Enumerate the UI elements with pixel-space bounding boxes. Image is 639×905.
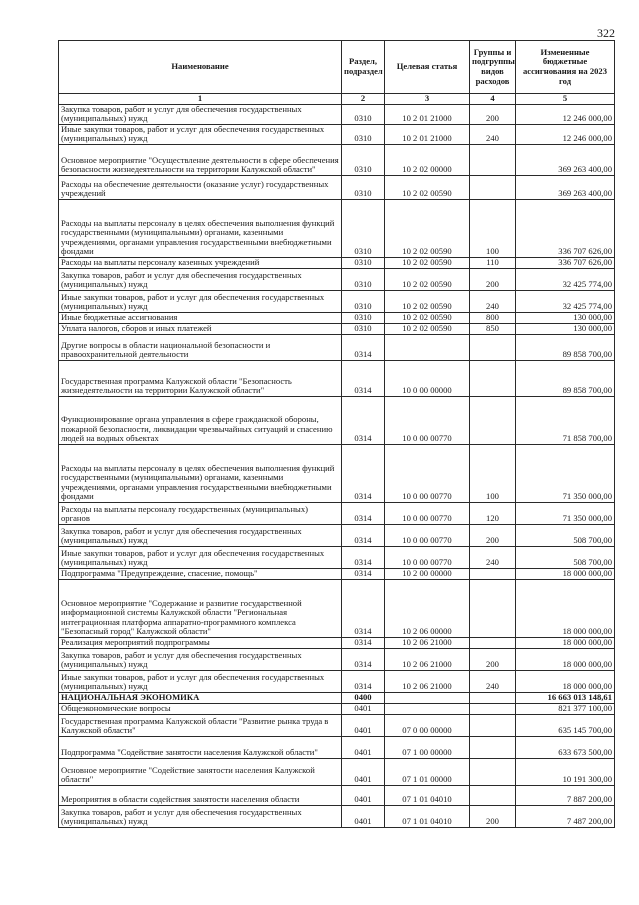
cell-sum: 71 858 700,00 (516, 396, 615, 444)
cell-group (470, 568, 516, 579)
cell-section: 0314 (342, 579, 385, 637)
cell-group (470, 175, 516, 199)
cell-group: 120 (470, 502, 516, 524)
cell-name: Иные закупки товаров, работ и услуг для обеспечения государственных (муниципальных) нужд (59, 124, 342, 144)
header-row (59, 41, 615, 94)
cell-section: 0310 (342, 257, 385, 268)
table-row (59, 714, 615, 736)
cell-name: Иные закупки товаров, работ и услуг для обеспечения государственных (муниципальных) нужд (59, 546, 342, 568)
cell-name: Реализация мероприятий подпрограммы (59, 637, 342, 648)
cell-sum: 89 858 700,00 (516, 360, 615, 396)
cell-group (470, 692, 516, 703)
cell-group: 240 (470, 124, 516, 144)
cell-group: 100 (470, 444, 516, 502)
cell-section: 0401 (342, 805, 385, 827)
cell-group (470, 758, 516, 785)
cell-section: 0401 (342, 703, 385, 714)
cell-group (470, 334, 516, 360)
table-row (59, 268, 615, 290)
cell-section: 0401 (342, 714, 385, 736)
cell-name: Основное мероприятие "Содержание и развитие государственной информационной системы Калужской области "Региональная интеграционная платформа аппаратно-программного комплекса "Безопасный город" Калужской области" (59, 579, 342, 637)
table-row (59, 360, 615, 396)
cell-sum: 18 000 000,00 (516, 670, 615, 692)
cell-article: 10 2 02 00590 (385, 175, 470, 199)
cell-sum: 336 707 626,00 (516, 257, 615, 268)
table-row (59, 568, 615, 579)
cell-name: Иные закупки товаров, работ и услуг для обеспечения государственных (муниципальных) нужд (59, 670, 342, 692)
cell-article: 10 2 00 00000 (385, 568, 470, 579)
cell-name: Государственная программа Калужской области "Развитие рынка труда в Калужской области" (59, 714, 342, 736)
cell-sum: 18 000 000,00 (516, 648, 615, 670)
page-number: 322 (597, 26, 615, 40)
cell-name: Мероприятия в области содействия занятости населения области (59, 785, 342, 805)
cell-article: 10 2 01 21000 (385, 104, 470, 124)
cell-group (470, 736, 516, 758)
table-row (59, 703, 615, 714)
cell-section: 0314 (342, 648, 385, 670)
cell-article: 10 2 02 00590 (385, 257, 470, 268)
cell-name: Закупка товаров, работ и услуг для обеспечения государственных (муниципальных) нужд (59, 268, 342, 290)
table-row (59, 736, 615, 758)
cell-section: 0310 (342, 104, 385, 124)
cell-article: 10 2 02 00590 (385, 268, 470, 290)
cell-sum: 635 145 700,00 (516, 714, 615, 736)
cell-article (385, 703, 470, 714)
cell-article: 10 0 00 00000 (385, 360, 470, 396)
table-row (59, 257, 615, 268)
cell-section: 0310 (342, 199, 385, 257)
table-row (59, 670, 615, 692)
cell-sum: 32 425 774,00 (516, 290, 615, 312)
cell-name: Закупка товаров, работ и услуг для обеспечения государственных (муниципальных) нужд (59, 524, 342, 546)
table-row (59, 648, 615, 670)
table-row (59, 104, 615, 124)
cell-name: Расходы на обеспечение деятельности (оказание услуг) государственных учреждений (59, 175, 342, 199)
cell-name: Подпрограмма "Содействие занятости населения Калужской области" (59, 736, 342, 758)
cell-group: 200 (470, 268, 516, 290)
table-row (59, 323, 615, 334)
cell-group: 240 (470, 290, 516, 312)
cell-section: 0310 (342, 144, 385, 175)
table-row (59, 579, 615, 637)
cell-name: Закупка товаров, работ и услуг для обеспечения государственных (муниципальных) нужд (59, 805, 342, 827)
cell-article: 10 2 06 21000 (385, 648, 470, 670)
cell-group: 800 (470, 312, 516, 323)
cell-sum: 18 000 000,00 (516, 637, 615, 648)
table-row (59, 637, 615, 648)
cell-article: 10 0 00 00770 (385, 444, 470, 502)
cell-article: 10 2 02 00590 (385, 199, 470, 257)
cell-section: 0314 (342, 360, 385, 396)
cell-sum: 336 707 626,00 (516, 199, 615, 257)
cell-sum: 71 350 000,00 (516, 444, 615, 502)
cell-name: Иные закупки товаров, работ и услуг для обеспечения государственных (муниципальных) нужд (59, 290, 342, 312)
cell-section: 0314 (342, 502, 385, 524)
cell-sum: 508 700,00 (516, 524, 615, 546)
cell-section: 0310 (342, 175, 385, 199)
cell-name: Государственная программа Калужской области "Безопасность жизнедеятельности на территории Калужской области" (59, 360, 342, 396)
cell-group (470, 396, 516, 444)
table-row (59, 175, 615, 199)
cell-sum: 18 000 000,00 (516, 579, 615, 637)
cell-article: 10 2 01 21000 (385, 124, 470, 144)
cell-section: 0310 (342, 124, 385, 144)
cell-section: 0310 (342, 290, 385, 312)
table-row (59, 785, 615, 805)
cell-name: Общеэкономические вопросы (59, 703, 342, 714)
cell-group: 100 (470, 199, 516, 257)
cell-name: НАЦИОНАЛЬНАЯ ЭКОНОМИКА (59, 692, 342, 703)
cell-group: 200 (470, 805, 516, 827)
cell-article: 10 2 06 21000 (385, 637, 470, 648)
cell-sum: 130 000,00 (516, 323, 615, 334)
cell-article: 10 2 02 00000 (385, 144, 470, 175)
cell-article: 10 2 02 00590 (385, 290, 470, 312)
cell-section: 0310 (342, 323, 385, 334)
cell-article: 07 0 00 00000 (385, 714, 470, 736)
cell-sum: 12 246 000,00 (516, 124, 615, 144)
cell-section: 0314 (342, 568, 385, 579)
column-number: 1 (59, 94, 342, 105)
cell-article: 10 2 06 21000 (385, 670, 470, 692)
cell-sum: 7 487 200,00 (516, 805, 615, 827)
cell-name: Другие вопросы в области национальной безопасности и правоохранительной деятельности (59, 334, 342, 360)
table-row (59, 144, 615, 175)
cell-group (470, 360, 516, 396)
cell-section: 0401 (342, 736, 385, 758)
cell-sum: 130 000,00 (516, 312, 615, 323)
column-numbers-row (59, 94, 615, 105)
cell-group: 200 (470, 648, 516, 670)
table-row (59, 524, 615, 546)
cell-article: 10 0 00 00770 (385, 396, 470, 444)
cell-section: 0314 (342, 396, 385, 444)
header-name: Наименование (59, 41, 342, 94)
table-row (59, 502, 615, 524)
cell-name: Подпрограмма "Предупреждение, спасение, помощь" (59, 568, 342, 579)
cell-article: 10 2 06 00000 (385, 579, 470, 637)
cell-article: 07 1 01 04010 (385, 805, 470, 827)
cell-name: Функционирование органа управления в сфере гражданской обороны, пожарной безопасности, ликвидации чрезвычайных ситуаций и спасению людей на водных объектах (59, 396, 342, 444)
column-number: 4 (470, 94, 516, 105)
cell-sum: 369 263 400,00 (516, 175, 615, 199)
cell-section: 0314 (342, 524, 385, 546)
header-group: Группы и подгруппы видов расходов (470, 41, 516, 94)
cell-group: 240 (470, 546, 516, 568)
table-row (59, 692, 615, 703)
cell-article: 10 2 02 00590 (385, 312, 470, 323)
cell-sum: 821 377 100,00 (516, 703, 615, 714)
cell-section: 0314 (342, 546, 385, 568)
cell-article: 07 1 01 04010 (385, 785, 470, 805)
column-number: 2 (342, 94, 385, 105)
cell-group (470, 144, 516, 175)
table-row (59, 199, 615, 257)
cell-group: 200 (470, 104, 516, 124)
cell-name: Основное мероприятие "Содействие занятости населения Калужской области" (59, 758, 342, 785)
cell-section: 0401 (342, 785, 385, 805)
cell-group: 110 (470, 257, 516, 268)
cell-group: 240 (470, 670, 516, 692)
cell-section: 0314 (342, 670, 385, 692)
header-section: Раздел, подраздел (342, 41, 385, 94)
cell-article: 10 0 00 00770 (385, 524, 470, 546)
cell-section: 0314 (342, 637, 385, 648)
cell-sum: 508 700,00 (516, 546, 615, 568)
cell-group (470, 579, 516, 637)
cell-group (470, 637, 516, 648)
cell-sum: 18 000 000,00 (516, 568, 615, 579)
table-row (59, 444, 615, 502)
cell-name: Закупка товаров, работ и услуг для обеспечения государственных (муниципальных) нужд (59, 648, 342, 670)
budget-table (58, 40, 615, 828)
cell-group (470, 785, 516, 805)
cell-group (470, 703, 516, 714)
table-row (59, 124, 615, 144)
cell-sum: 369 263 400,00 (516, 144, 615, 175)
cell-name: Закупка товаров, работ и услуг для обеспечения государственных (муниципальных) нужд (59, 104, 342, 124)
cell-sum: 10 191 300,00 (516, 758, 615, 785)
cell-name: Расходы на выплаты персоналу в целях обеспечения выполнения функций государственными (муниципальными) органами, казенными учреждениями, органами управления государственными внебюджетными фондами (59, 444, 342, 502)
column-number: 3 (385, 94, 470, 105)
table-row (59, 396, 615, 444)
cell-group (470, 714, 516, 736)
cell-section: 0401 (342, 758, 385, 785)
cell-group: 200 (470, 524, 516, 546)
cell-sum: 71 350 000,00 (516, 502, 615, 524)
cell-sum: 32 425 774,00 (516, 268, 615, 290)
cell-article: 10 2 02 00590 (385, 323, 470, 334)
cell-section: 0310 (342, 268, 385, 290)
cell-name: Основное мероприятие "Осуществление деятельности в сфере обеспечения безопасности жизнедеятельности на территории Калужской области" (59, 144, 342, 175)
cell-name: Уплата налогов, сборов и иных платежей (59, 323, 342, 334)
table-row (59, 334, 615, 360)
header-sum: Измененные бюджетные ассигнования на 2023 год (516, 41, 615, 94)
cell-name: Иные бюджетные ассигнования (59, 312, 342, 323)
cell-sum: 16 663 013 148,61 (516, 692, 615, 703)
table-row (59, 805, 615, 827)
cell-article: 10 0 00 00770 (385, 546, 470, 568)
cell-article (385, 692, 470, 703)
table-row (59, 312, 615, 323)
table-row (59, 546, 615, 568)
cell-section: 0314 (342, 334, 385, 360)
cell-section: 0400 (342, 692, 385, 703)
table-row (59, 290, 615, 312)
cell-article: 07 1 00 00000 (385, 736, 470, 758)
cell-article: 07 1 01 00000 (385, 758, 470, 785)
cell-name: Расходы на выплаты персоналу казенных учреждений (59, 257, 342, 268)
cell-section: 0310 (342, 312, 385, 323)
cell-sum: 89 858 700,00 (516, 334, 615, 360)
column-number: 5 (516, 94, 615, 105)
cell-group: 850 (470, 323, 516, 334)
table-row (59, 758, 615, 785)
cell-sum: 12 246 000,00 (516, 104, 615, 124)
cell-article: 10 0 00 00770 (385, 502, 470, 524)
cell-sum: 633 673 500,00 (516, 736, 615, 758)
header-article: Целевая статья (385, 41, 470, 94)
cell-sum: 7 887 200,00 (516, 785, 615, 805)
cell-name: Расходы на выплаты персоналу государственных (муниципальных) органов (59, 502, 342, 524)
cell-section: 0314 (342, 444, 385, 502)
cell-article (385, 334, 470, 360)
cell-name: Расходы на выплаты персоналу в целях обеспечения выполнения функций государственными (муниципальными) органами, казенными учреждениями, органами управления государственными внебюджетными фондами (59, 199, 342, 257)
